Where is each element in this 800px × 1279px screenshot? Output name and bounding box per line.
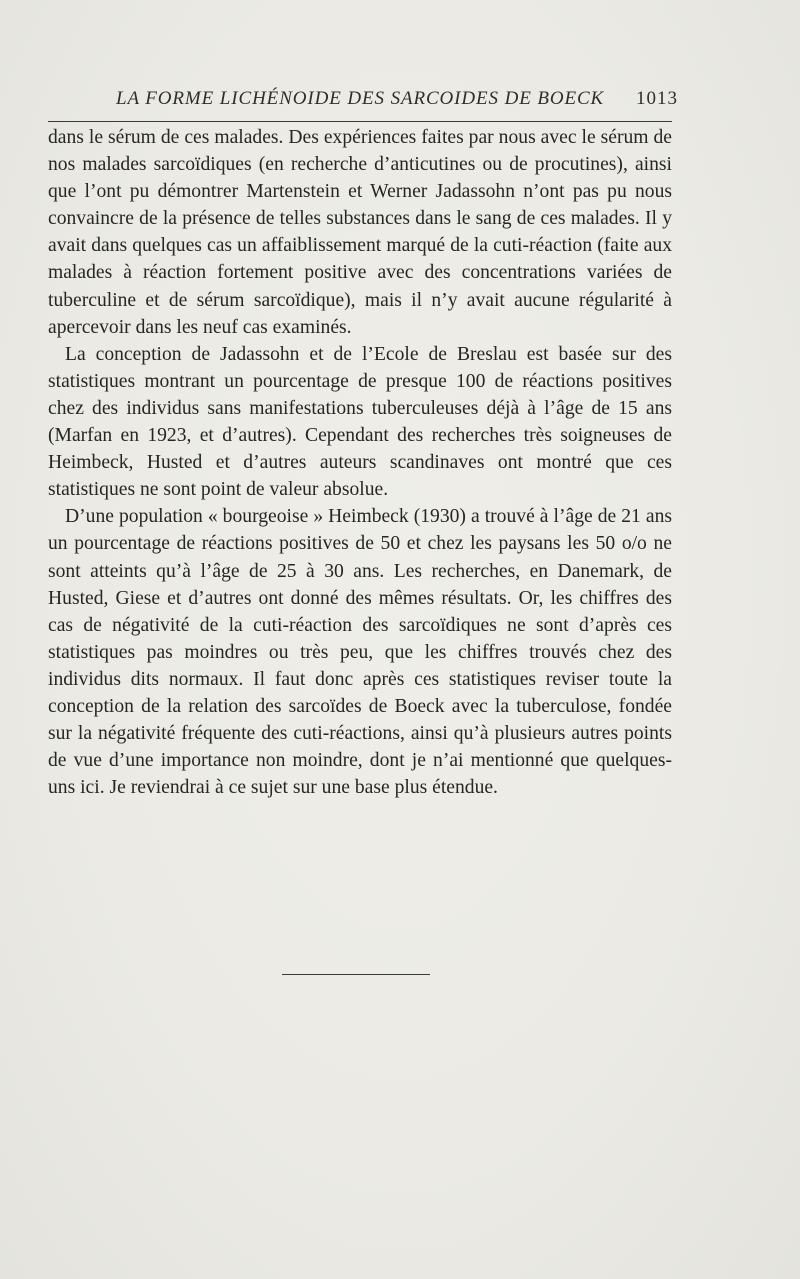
header-rule [48, 121, 672, 122]
page-number: 1013 [636, 88, 678, 109]
section-end-rule [282, 974, 430, 975]
page-header [48, 84, 680, 114]
running-title: LA FORME LICHÉNOIDE DES SARCOIDES DE BOECK [116, 88, 605, 109]
body-text [48, 124, 672, 801]
paragraph-3: D’une population « bourgeoise » Heimbeck (1930) a trouvé à l’âge de 21 ans un pourcentage de réactions positives de 50 et chez les paysans les 50 o/o ne sont atteints qu’à l’âge de 25 à 30 ans. Les recherches, en Danemark, de Husted, Giese et d’autres ont donné des mêmes résultats. Or, les chiffres des cas de négativité de la cuti-réaction des sarcoïdiques ne sont d’après ces statistiques pas moindres ou très peu, que les chiffres trouvés chez des individus dits normaux. Il faut donc après ces statistiques reviser toute la conception de la relation des sarcoïdes de Boeck avec la tuberculose, fondée sur la négativité fréquente des cuti-réactions, ainsi qu’à plusieurs autres points de vue d’une importance non moindre, dont je n’ai mentionné que quelques-uns ici. Je reviendrai à ce sujet sur une base plus étendue. [48, 506, 672, 799]
paragraph-2: La conception de Jadassohn et de l’Ecole de Breslau est basée sur des statistiques montrant un pourcentage de presque 100 de réactions positives chez des individus sans manifestations tuberculeuses déjà à l’âge de 15 ans (Marfan en 1923, et d’autres). Cependant des recherches très soigneuses de Heimbeck, Husted et d’autres auteurs scandinaves ont montré que ces statistiques ne sont point de valeur absolue. [48, 343, 672, 501]
paragraph-1: dans le sérum de ces malades. Des expériences faites par nous avec le sérum de nos malades sarcoïdiques (en recherche d’anticutines ou de procutines), ainsi que l’ont pu démontrer Martenstein et Werner Jadassohn n’ont pas pu nous convaincre de la présence de telles substances dans le sang de ces malades. Il y avait dans quelques cas un affaiblissement marqué de la cuti-réaction (faite aux malades à réaction fortement positive avec des concentrations variées de tuberculine et de sérum sarcoïdique), mais il n’y avait aucune régularité à apercevoir dans les neuf cas examinés. [48, 127, 672, 338]
